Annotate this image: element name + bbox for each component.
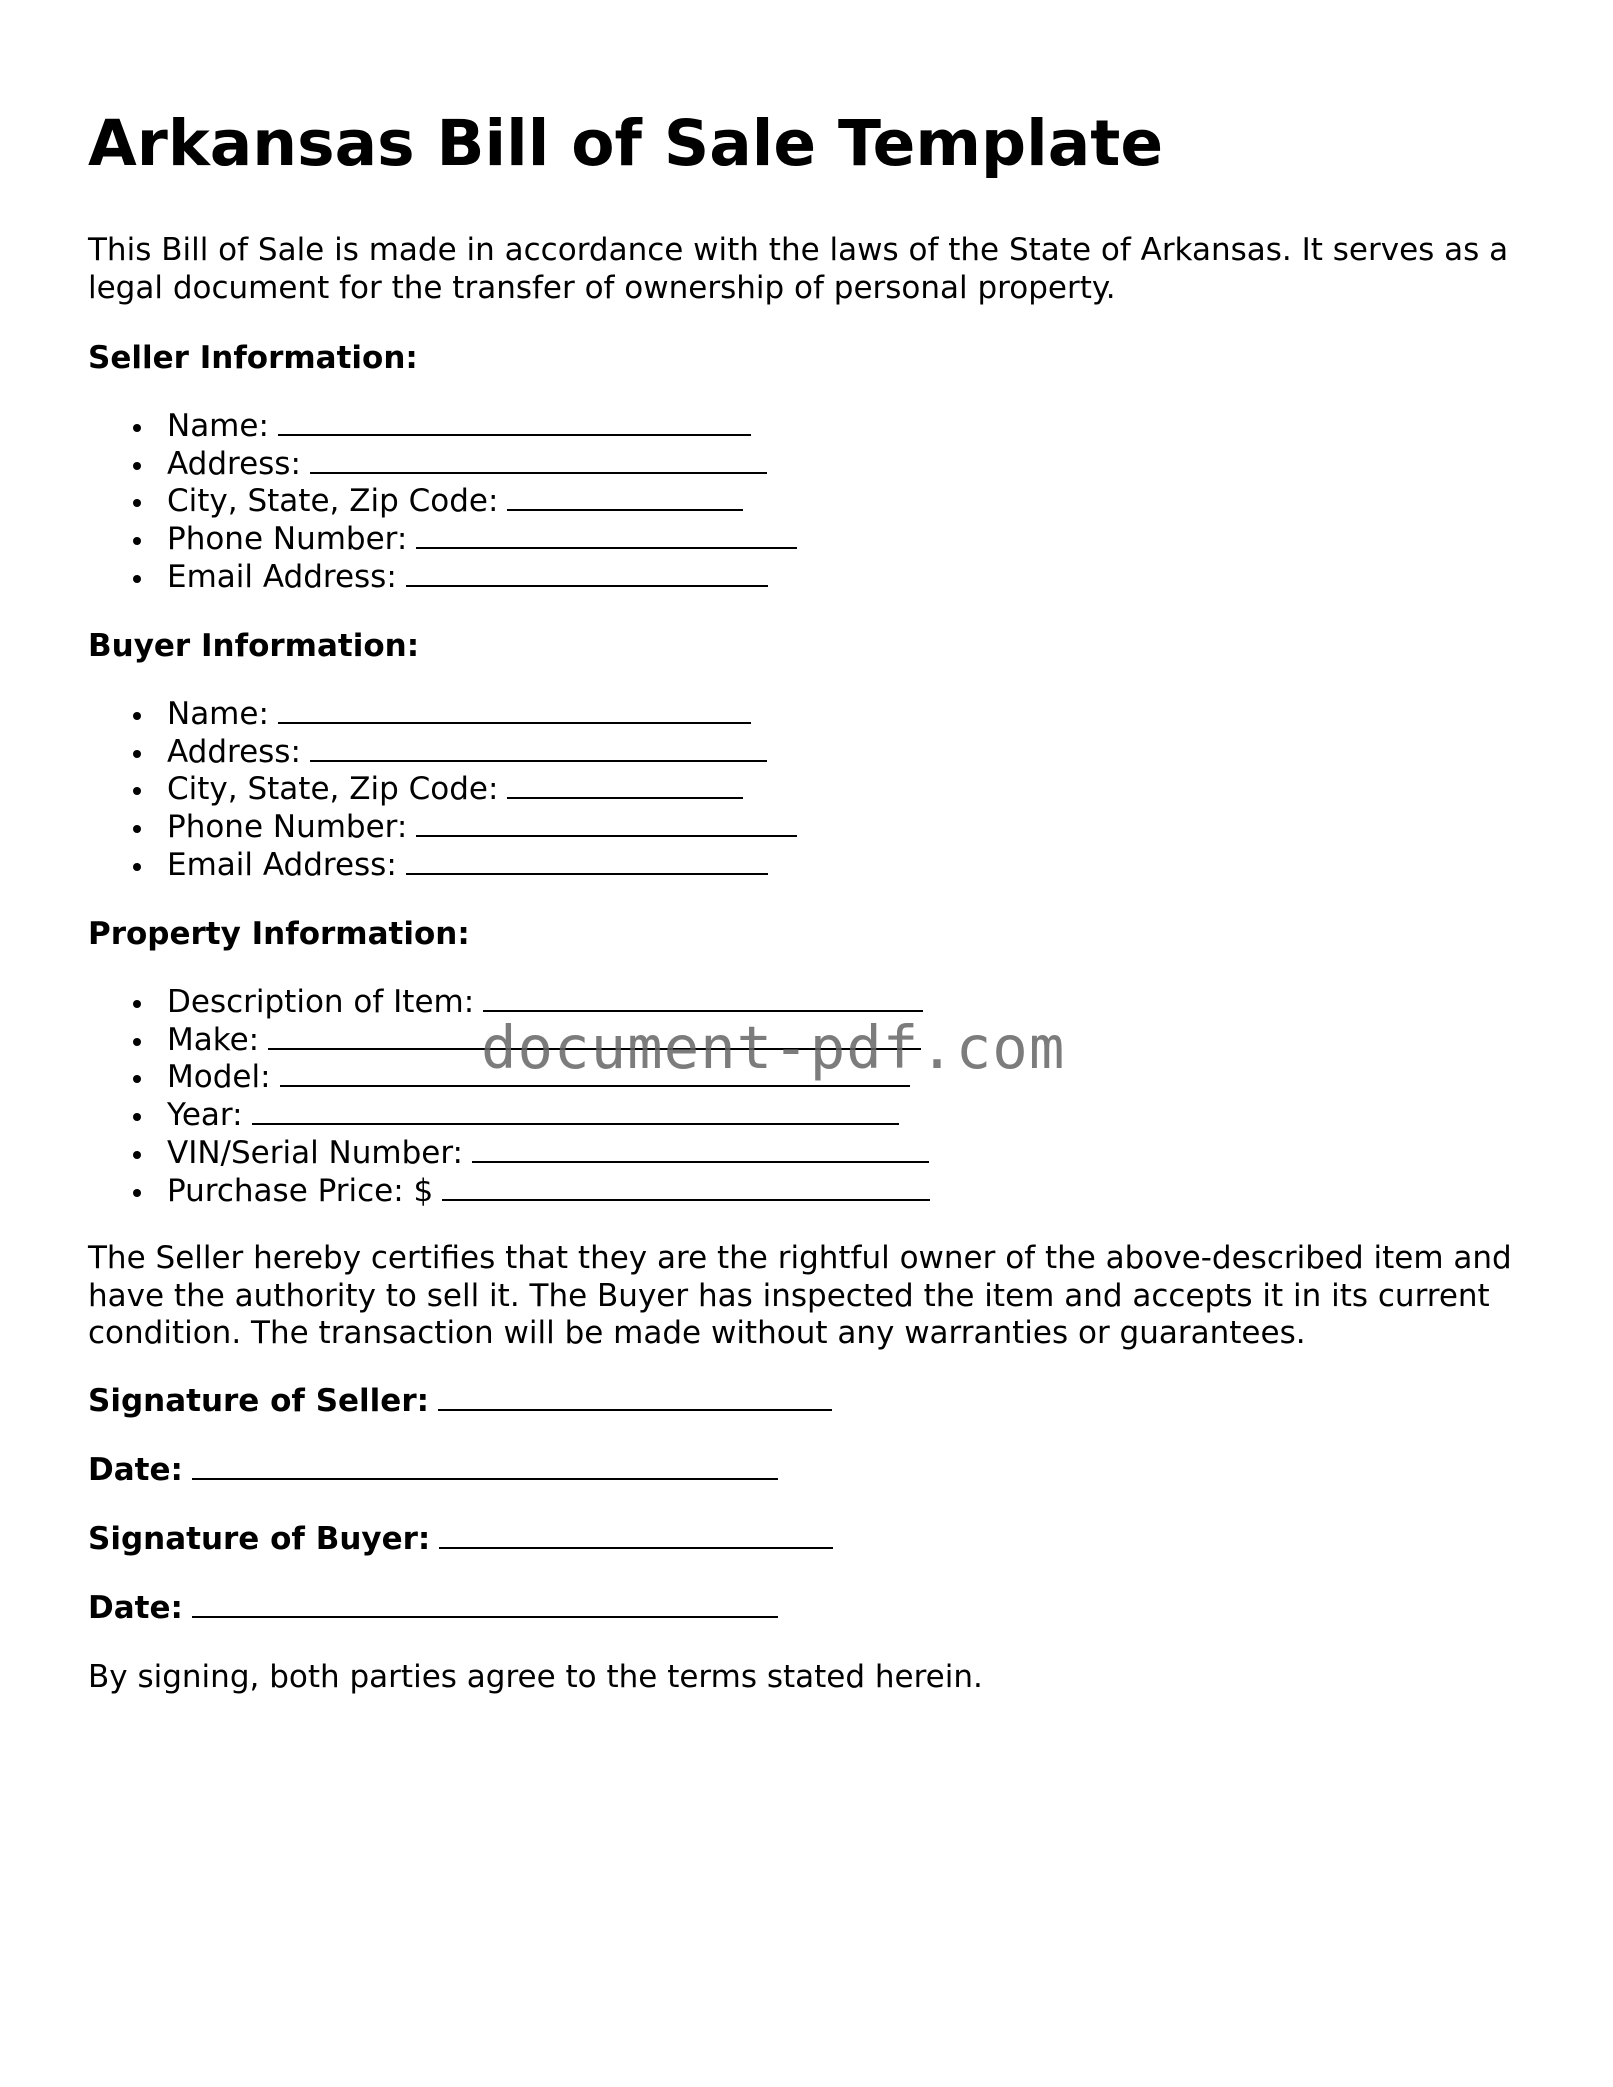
seller-address-item <box>88 446 797 484</box>
property-year-blank[interactable] <box>252 1099 899 1125</box>
property-description-item <box>88 984 930 1022</box>
buyer-name-item <box>88 696 797 734</box>
seller-address-blank[interactable] <box>310 448 767 474</box>
buyer-name-blank[interactable] <box>278 698 751 724</box>
seller-name-item <box>88 408 797 446</box>
buyer-email-blank[interactable] <box>406 849 768 875</box>
property-make-item <box>88 1022 930 1060</box>
property-field-list <box>88 984 930 1210</box>
closing-statement: By signing, both parties agree to the terms stated herein. <box>88 1659 983 1695</box>
field-label: Purchase Price: $ <box>167 1172 434 1209</box>
field-label: Year: <box>167 1097 243 1134</box>
buyer-signature-label: Signature of Buyer: <box>88 1521 431 1557</box>
buyer-field-list <box>88 696 797 885</box>
property-model-item <box>88 1059 930 1097</box>
buyer-signature-blank[interactable] <box>439 1523 833 1549</box>
buyer-date-blank[interactable] <box>192 1592 778 1618</box>
property-vin-item <box>88 1135 930 1173</box>
field-label: Phone Number: <box>167 809 408 846</box>
seller-city-state-zip-item <box>88 483 797 521</box>
buyer-signature-line <box>88 1521 833 1558</box>
field-label: Email Address: <box>167 558 397 595</box>
seller-signature-line <box>88 1383 832 1420</box>
seller-date-label: Date: <box>88 1452 183 1488</box>
seller-date-line <box>88 1452 778 1489</box>
seller-name-blank[interactable] <box>278 410 751 436</box>
buyer-phone-blank[interactable] <box>416 811 797 837</box>
field-label: Phone Number: <box>167 521 408 558</box>
watermark-text: document-pdf.com <box>481 1013 1066 1082</box>
page-title: Arkansas Bill of Sale Template <box>88 107 1164 180</box>
intro-paragraph: This Bill of Sale is made in accordance with the laws of the State of Arkansas. It serves as a legal document for the transfer of ownership of personal property. <box>88 232 1509 306</box>
seller-email-item <box>88 559 797 597</box>
certification-paragraph: The Seller hereby certifies that they are the rightful owner of the above-described item and have the authority to sell it. The Buyer has inspected the item and accepts it in its current condition. The transaction will be made without any warranties or guarantees. <box>88 1240 1512 1351</box>
field-label: Address: <box>167 445 301 482</box>
buyer-email-item <box>88 847 797 885</box>
buyer-date-label: Date: <box>88 1590 183 1626</box>
property-year-item <box>88 1097 930 1135</box>
buyer-date-line <box>88 1590 778 1627</box>
seller-signature-blank[interactable] <box>438 1385 832 1411</box>
field-label: Make: <box>167 1021 260 1058</box>
buyer-city-state-zip-item <box>88 771 797 809</box>
seller-signature-label: Signature of Seller: <box>88 1383 430 1419</box>
buyer-phone-item <box>88 809 797 847</box>
seller-email-blank[interactable] <box>406 561 768 587</box>
field-label: City, State, Zip Code: <box>167 483 499 520</box>
field-label: Address: <box>167 733 301 770</box>
property-price-blank[interactable] <box>442 1175 930 1201</box>
property-make-blank[interactable] <box>268 1024 921 1050</box>
seller-phone-item <box>88 521 797 559</box>
seller-phone-blank[interactable] <box>416 523 797 549</box>
field-label: Name: <box>167 408 269 444</box>
buyer-address-blank[interactable] <box>310 736 767 762</box>
field-label: Name: <box>167 696 269 732</box>
seller-date-blank[interactable] <box>192 1454 778 1480</box>
seller-field-list <box>88 408 797 597</box>
property-model-blank[interactable] <box>280 1061 910 1087</box>
buyer-address-item <box>88 734 797 772</box>
property-vin-blank[interactable] <box>472 1137 929 1163</box>
field-label: Email Address: <box>167 846 397 883</box>
field-label: City, State, Zip Code: <box>167 771 499 808</box>
field-label: Description of Item: <box>167 984 475 1020</box>
buyer-city-state-zip-blank[interactable] <box>507 773 743 799</box>
property-price-item <box>88 1173 930 1211</box>
property-description-blank[interactable] <box>483 986 923 1012</box>
field-label: Model: <box>167 1059 271 1096</box>
property-heading: Property Information: <box>88 916 470 952</box>
field-label: VIN/Serial Number: <box>167 1134 463 1171</box>
buyer-heading: Buyer Information: <box>88 628 420 664</box>
seller-heading: Seller Information: <box>88 340 418 376</box>
seller-city-state-zip-blank[interactable] <box>507 485 743 511</box>
